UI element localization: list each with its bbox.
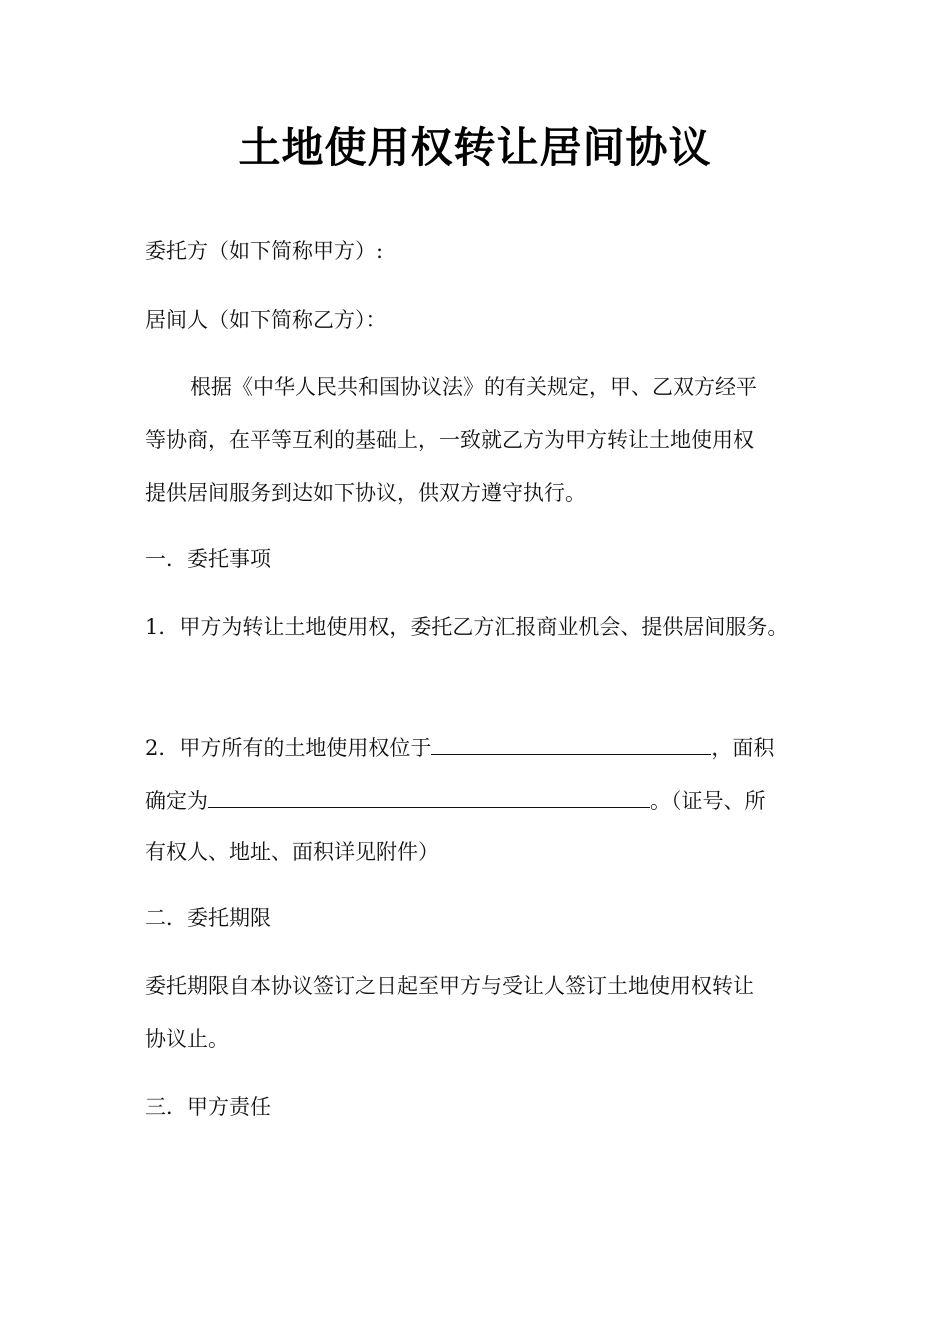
item-2-location-label: 2．甲方所有的土地使用权位于 <box>145 736 432 760</box>
section-1-item-2-line-2 <box>145 785 766 816</box>
item-2-area-label: ，面积 <box>711 736 775 760</box>
party-a-line: 委托方（如下简称甲方）: <box>145 239 384 263</box>
location-blank-field[interactable] <box>431 732 711 755</box>
area-blank-field[interactable] <box>208 785 650 808</box>
preamble-line-3: 提供居间服务到达如下协议，供双方遵守执行。 <box>145 481 586 505</box>
section-3-heading: 三．甲方责任 <box>145 1095 271 1119</box>
document-title: 土地使用权转让居间协议 <box>238 123 712 172</box>
section-2-body-line-1: 委托期限自本协议签订之日起至甲方与受让人签订土地使用权转让 <box>145 974 754 998</box>
item-2-certificate-note: 。（证号、所 <box>650 789 766 813</box>
section-1-item-2-line-1 <box>145 732 774 763</box>
preamble-line-1: 根据《中华人民共和国协议法》的有关规定，甲、乙双方经平 <box>190 375 757 399</box>
section-1-item-2-line-3: 有权人、地址、面积详见附件） <box>145 840 439 864</box>
section-2-heading: 二．委托期限 <box>145 906 271 930</box>
preamble-line-2: 等协商，在平等互利的基础上，一致就乙方为甲方转让土地使用权 <box>145 428 754 452</box>
party-b-line: 居间人（如下简称乙方）： <box>145 308 387 332</box>
item-2-area-determined-label: 确定为 <box>145 789 208 813</box>
section-1-heading: 一．委托事项 <box>145 547 271 571</box>
section-1-item-1: 1．甲方为转让土地使用权，委托乙方汇报商业机会、提供居间服务。 <box>145 615 789 639</box>
section-2-body-line-2: 协议止。 <box>145 1027 229 1051</box>
